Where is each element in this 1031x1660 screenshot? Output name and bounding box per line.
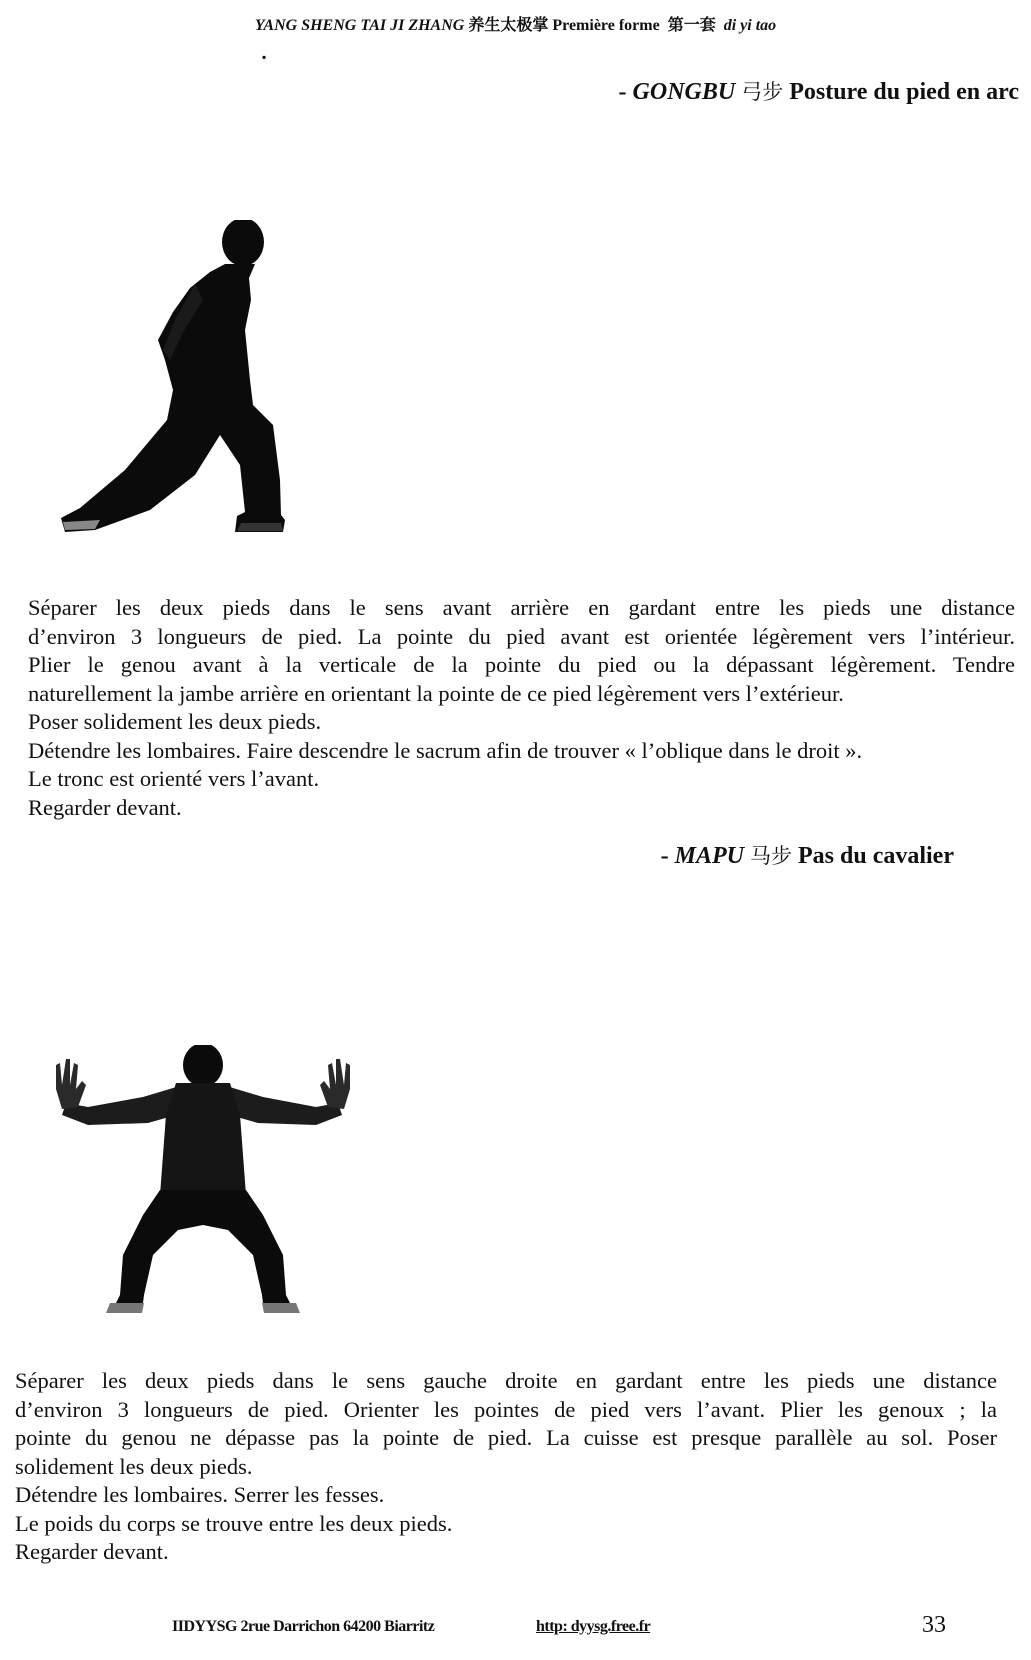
header-title: YANG SHENG TAI JI ZHANG — [254, 17, 465, 34]
header-cjk-set: 第一套 — [667, 17, 716, 34]
bow-stance-figure-icon — [55, 220, 325, 560]
page-number: 33 — [922, 1612, 946, 1638]
paragraph-line: Le poids du corps se trouve entre les deux pieds. — [15, 1510, 453, 1536]
paragraph-line: Séparer les deux pieds dans le sens gauche droite en gardant entre les pieds une distance — [15, 1368, 997, 1393]
paragraph-line: Poser solidement les deux pieds. — [28, 709, 322, 734]
mapu-heading — [661, 840, 954, 870]
paragraph-line: Le tronc est orienté vers l’avant. — [28, 766, 320, 791]
gongbu-dash: - — [618, 79, 627, 105]
gongbu-description — [28, 594, 1015, 822]
paragraph-line: pointe du genou ne dépasse pas la pointe de pied. La cuisse est presque parallèle au sol. Poser — [15, 1425, 997, 1450]
gongbu-label: Posture du pied en arc — [789, 79, 1019, 105]
header-cjk: 养生太极掌 — [468, 17, 549, 34]
paragraph-line: solidement les deux pieds. — [15, 1453, 253, 1479]
paragraph-line: Détendre les lombaires. Faire descendre le sacrum afin de trouver « l’oblique dans le droit ». — [28, 737, 863, 763]
running-header — [0, 12, 1031, 35]
paragraph-line: Séparer les deux pieds dans le sens avant arrière en gardant entre les pieds une distance — [28, 595, 1015, 620]
paragraph-line: Détendre les lombaires. Serrer les fesses. — [15, 1482, 385, 1507]
paragraph-line: Plier le genou avant à la verticale de la pointe du pied ou la dépassant légèrement. Tendre — [28, 652, 1015, 677]
header-pinyin: di yi tao — [723, 17, 777, 34]
gongbu-name: GONGBU — [632, 79, 736, 105]
mapu-label: Pas du cavalier — [798, 843, 954, 869]
footer-address: IIDYYSG 2rue Darrichon 64200 Biarritz — [172, 1618, 435, 1635]
paragraph-line: d’environ 3 longueurs de pied. Orienter les pointes de pied vers l’avant. Plier les genoux ; la — [15, 1396, 997, 1422]
gongbu-heading — [619, 76, 1019, 106]
paragraph-line: Regarder devant. — [28, 794, 182, 820]
mapu-name: MAPU — [674, 843, 744, 869]
paragraph-line: naturellement la jambe arrière en orientant la pointe de ce pied légèrement vers l’extérieur. — [28, 680, 844, 706]
header-form: Première forme — [552, 17, 660, 34]
footer-website-link[interactable]: http: dyysg.free.fr — [536, 1618, 651, 1635]
horse-stance-figure-icon — [48, 1045, 358, 1330]
gongbu-cjk: 弓步 — [741, 80, 784, 104]
mapu-cjk: 马步 — [750, 844, 792, 868]
mapu-description — [15, 1367, 997, 1567]
mapu-dash: - — [660, 843, 669, 869]
paragraph-line: d’environ 3 longueurs de pied. La pointe du pied avant est orientée légèrement vers l’intérieur. — [28, 623, 1015, 649]
scan-mark: ▪ — [262, 50, 267, 64]
paragraph-line: Regarder devant. — [15, 1539, 169, 1564]
